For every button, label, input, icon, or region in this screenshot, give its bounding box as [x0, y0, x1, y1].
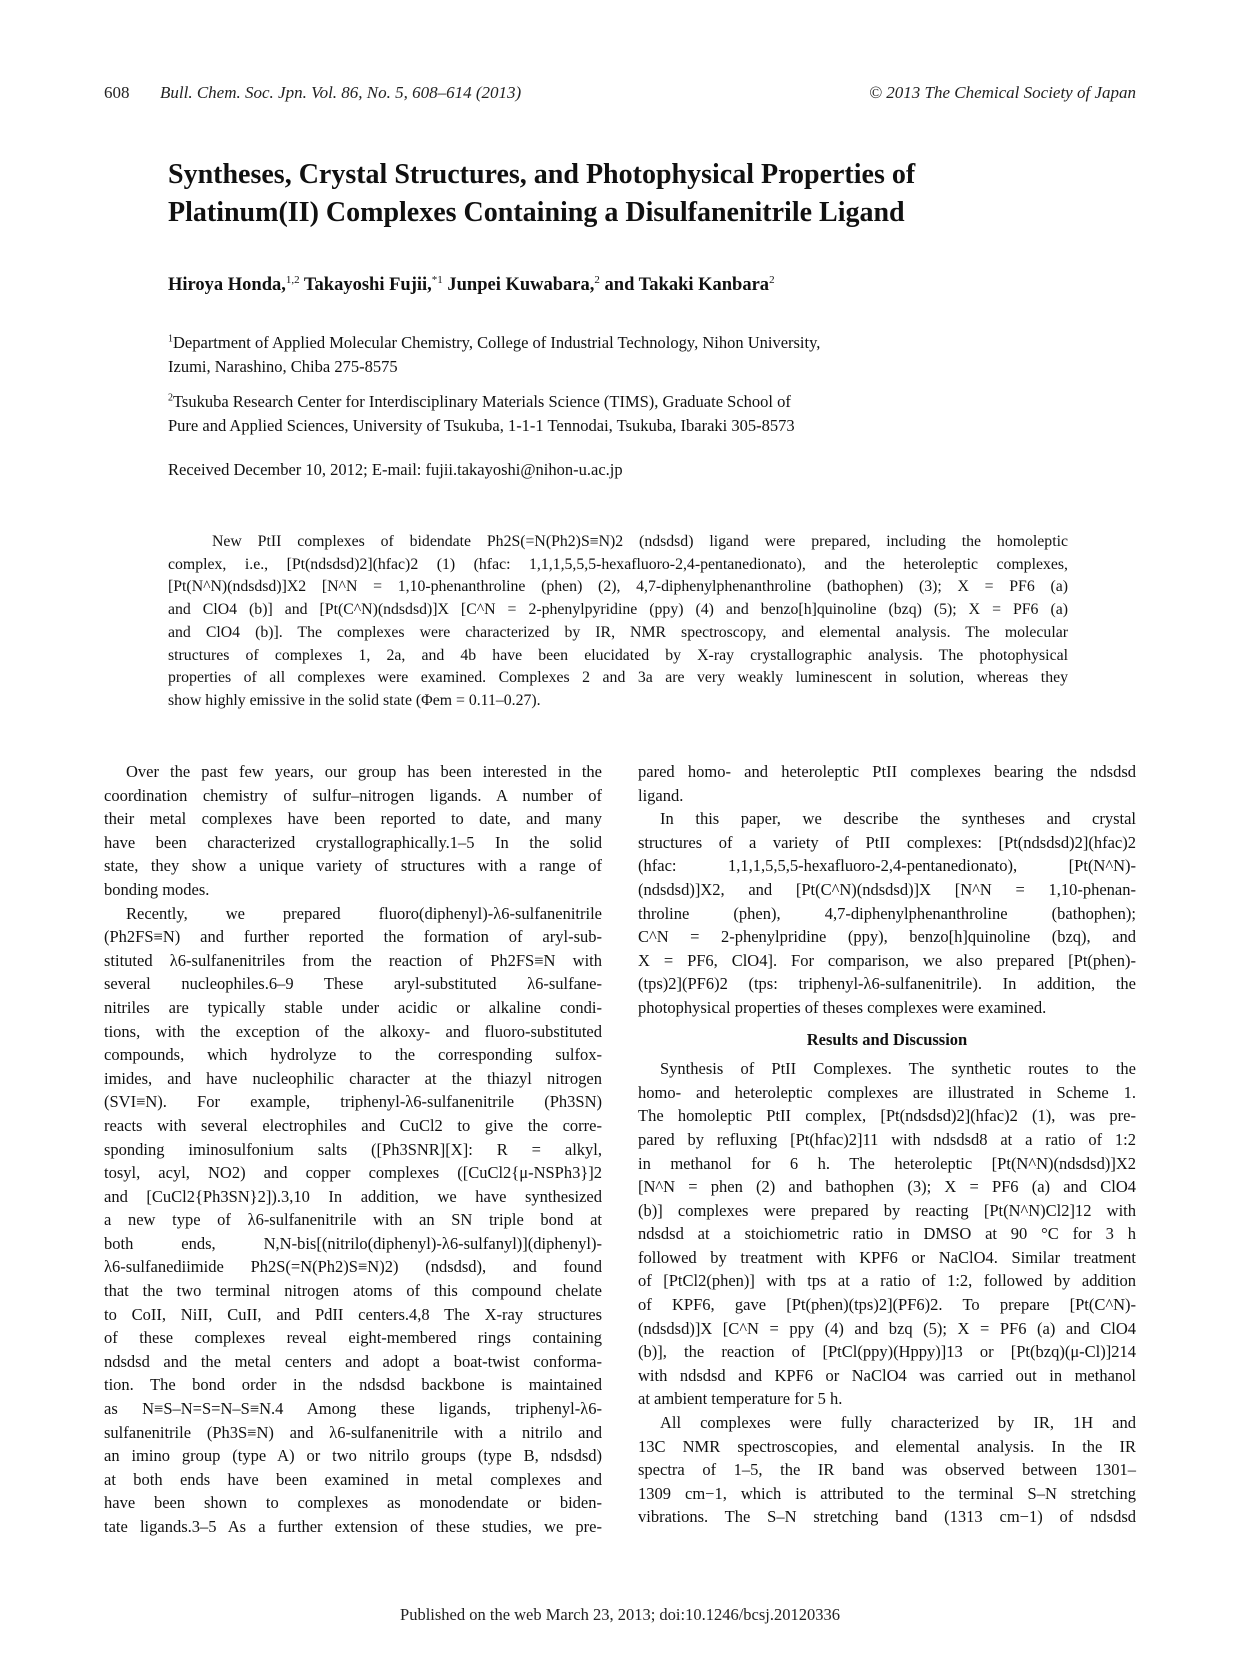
body-line: sulfanenitrile (Ph3S≡N) and λ6-sulfanenitrile with a nitrilo and — [104, 1422, 602, 1442]
body-line: C^N = 2-phenylpridine (ppy), benzo[h]quinoline (bzq), and — [638, 927, 1136, 947]
abstract-line: and ClO4 (b)]. The complexes were characterized by IR, NMR spectroscopy, and elemental analysis. The molecular — [168, 623, 1068, 641]
body-line: Recently, we prepared fluoro(diphenyl)-λ6-sulfanenitrile — [126, 903, 602, 923]
body-line: their metal complexes have been reported to date, and many — [104, 809, 602, 829]
article-title — [168, 156, 1028, 232]
body-column-left — [104, 760, 602, 1539]
author-name: and Takaki Kanbara — [599, 275, 770, 295]
abstract-line: complex, i.e., [Pt(ndsdsd)2](hfac)2 (1) (hfac: 1,1,1,5,5,5-hexafluoro-2,4-pentanedionato), and the heteroleptic complexes, — [168, 555, 1068, 573]
body-line: λ6-sulfanediimide Ph2S(=N(Ph2)S≡N)2) (ndsdsd), and found — [104, 1257, 602, 1277]
body-line: in methanol for 6 h. The heteroleptic [Pt(N^N)(ndsdsd)]X2 — [638, 1153, 1136, 1173]
abstract-line: structures of complexes 1, 2a, and 4b have been elucidated by X-ray crystallographic analysis. The photophysical — [168, 646, 1068, 664]
body-line: of KPF6, gave [Pt(phen)(tps)2](PF6)2. To prepare [Pt(C^N)- — [638, 1295, 1136, 1315]
body-line: 13C NMR spectroscopies, and elemental analysis. In the IR — [638, 1436, 1136, 1456]
body-line: throline (phen), 4,7-diphenylphenanthroline (bathophen); — [638, 903, 1136, 923]
body-line: with ndsdsd and KPF6 or NaClO4 was carried out in methanol — [638, 1365, 1136, 1385]
body-line: imides, and have nucleophilic character at the thiazyl nitrogen — [104, 1068, 602, 1088]
body-line: homo- and heteroleptic complexes are illustrated in Scheme 1. — [638, 1082, 1136, 1102]
body-line: tion. The bond order in the ndsdsd backbone is maintained — [104, 1375, 602, 1395]
abstract-line: [Pt(N^N)(ndsdsd)]X2 [N^N = 1,10-phenanthroline (phen) (2), 4,7-diphenylphenanthroline (bathophen) (3); X = PF6 (a) — [168, 578, 1068, 596]
body-line: of these complexes reveal eight-membered rings containing — [104, 1328, 602, 1348]
body-line: The homoleptic PtII complex, [Pt(ndsdsd)2](hfac)2 (1), was pre- — [638, 1106, 1136, 1126]
abstract-line: and ClO4 (b)] and [Pt(C^N)(ndsdsd)]X [C^N = 2-phenylpyridine (ppy) (4) and benzo[h]quinoline (bzq) (5); X = PF6 (a) — [168, 601, 1068, 619]
body-line: bonding modes. — [104, 879, 210, 899]
body-line: tosyl, acyl, NO2) and copper complexes ([CuCl2{μ-NSPh3}]2 — [104, 1163, 602, 1183]
body-line: that the two terminal nitrogen atoms of this compound chelate — [104, 1281, 602, 1301]
title-line: Platinum(II) Complexes Containing a Disulfanenitrile Ligand — [168, 197, 905, 228]
author-name: Takayoshi Fujii, — [299, 275, 432, 295]
journal-citation: Bull. Chem. Soc. Jpn. Vol. 86, No. 5, 608–614 (2013) — [160, 83, 522, 102]
body-line: to CoII, NiII, CuII, and PdII centers.4,8 The X-ray structures — [104, 1304, 602, 1324]
body-column-right — [638, 760, 1136, 1529]
body-line: have been shown to complexes as monodendate or biden- — [104, 1493, 602, 1513]
body-line: ligand. — [638, 785, 684, 805]
body-line: structures of a variety of PtII complexes: [Pt(ndsdsd)2](hfac)2 — [638, 832, 1136, 852]
affiliation-line: $^2$Tsukuba Research Center for Interdisciplinary Materials Science (TIMS), Graduate School of — [168, 392, 791, 411]
body-line: followed by treatment with KPF6 or NaClO4. Similar treatment — [638, 1247, 1136, 1267]
body-line: (b)], the reaction of [PtCl(ppy)(Hppy)]13 or [Pt(bzq)(μ-Cl)]214 — [638, 1342, 1136, 1362]
publication-footer: Published on the web March 23, 2013; doi:10.1246/bcsj.20120336 — [400, 1605, 840, 1624]
author-name: Hiroya Honda, — [168, 275, 286, 295]
body-line: reacts with several electrophiles and CuCl2 to give the corre- — [104, 1115, 602, 1135]
author-name: Junpei Kuwabara, — [442, 275, 595, 295]
body-line: at ambient temperature for 5 h. — [638, 1389, 843, 1409]
body-line: Over the past few years, our group has been interested in the — [126, 762, 602, 781]
body-line: (ndsdsd)]X2, and [Pt(C^N)(ndsdsd)]X [N^N = 1,10-phenan- — [638, 879, 1136, 899]
affiliation-marker: 2 — [168, 392, 173, 404]
section-heading: Results and Discussion — [806, 1029, 968, 1049]
abstract-line: properties of all complexes were examined. Complexes 2 and 3a are very weakly luminescent in solution, whereas they — [168, 669, 1068, 687]
body-line: (SVI≡N). For example, triphenyl-λ6-sulfanenitrile (Ph3SN) — [104, 1092, 602, 1112]
affiliation-line: Pure and Applied Sciences, University of Tsukuba, 1-1-1 Tennodai, Tsukuba, Ibaraki 305-8573 — [168, 416, 795, 435]
title-line: Syntheses, Crystal Structures, and Photophysical Properties of — [168, 159, 916, 190]
running-header — [104, 83, 1136, 107]
body-line: a new type of λ6-sulfanenitrile with an SN triple bond at — [104, 1210, 602, 1230]
body-line: ndsdsd and the metal centers and adopt a boat-twist conforma- — [104, 1351, 602, 1371]
abstract-line: New PtII complexes of bidendate Ph2S(=N(Ph2)S≡N)2 (ndsdsd) ligand were prepared, including the homoleptic — [212, 533, 1068, 550]
body-line: at both ends have been examined in metal complexes and — [104, 1469, 602, 1489]
body-line: several nucleophiles.6–9 These aryl-substituted λ6-sulfane- — [104, 974, 602, 994]
abstract-line: show highly emissive in the solid state (Φem = 0.11–0.27). — [168, 691, 541, 709]
body-line: ndsdsd at a stoichiometric ratio in DMSO at 90 °C for 3 h — [638, 1224, 1136, 1244]
body-line: photophysical properties of theses complexes were examined. — [638, 997, 1047, 1017]
body-line: tate ligands.3–5 As a further extension of these studies, we pre- — [104, 1517, 602, 1536]
affiliation-2 — [168, 390, 1068, 438]
author-affiliation-marker: 1,2 — [285, 273, 300, 286]
body-line: spectra of 1–5, the IR band was observed between 1301– — [638, 1460, 1136, 1480]
body-line: state, they show a unique variety of structures with a range of — [104, 856, 602, 876]
body-line: [N^N = phen (2) and bathophen (3); X = PF6 (a) and ClO4 — [638, 1177, 1136, 1197]
body-line: compounds, which hydrolyze to the corresponding sulfox- — [104, 1045, 602, 1065]
body-line: All complexes were fully characterized by IR, 1H and — [660, 1413, 1136, 1433]
abstract — [168, 531, 1068, 713]
body-line: (hfac: 1,1,1,5,5,5-hexafluoro-2,4-pentanedionato), [Pt(N^N)- — [638, 856, 1136, 876]
copyright-notice: © 2013 The Chemical Society of Japan — [869, 83, 1136, 102]
body-line: (b)] complexes were prepared by reacting [Pt(N^N)Cl2]12 with — [638, 1200, 1136, 1220]
author-list — [168, 275, 1068, 296]
body-line: X = PF6, ClO4]. For comparison, we also prepared [Pt(phen)- — [638, 950, 1136, 970]
author-affiliation-marker: 2 — [769, 273, 775, 286]
affiliation-1 — [168, 331, 1068, 379]
body-line: have been characterized crystallographically.1–5 In the solid — [104, 832, 602, 852]
body-line: both ends, N,N-bis[(nitrilo(diphenyl)-λ6-sulfanyl)](diphenyl)- — [104, 1233, 602, 1253]
body-line: stituted λ6-sulfanenitriles from the reaction of Ph2FS≡N with — [104, 950, 602, 970]
author-affiliation-marker: *1 — [431, 273, 443, 286]
body-line: nitriles are typically stable under acidic or alkaline condi- — [104, 997, 602, 1017]
body-line: an imino group (type A) or two nitrilo groups (type B, ndsdsd) — [104, 1446, 602, 1466]
body-line: tions, with the exception of the alkoxy- and fluoro-substituted — [104, 1021, 602, 1041]
author-affiliation-marker: 2 — [594, 273, 600, 286]
body-line: of [PtCl2(phen)] with tps at a ratio of 1:2, followed by addition — [638, 1271, 1136, 1291]
body-line: and [CuCl2{Ph3SN}2]).3,10 In addition, we have synthesized — [104, 1186, 602, 1206]
body-line: (tps)2](PF6)2 (tps: triphenyl-λ6-sulfanenitrile). In addition, the — [638, 974, 1136, 994]
page-number: 608 — [104, 83, 130, 102]
body-line: (ndsdsd)]X [C^N = ppy (4) and bzq (5); X = PF6 (a) and ClO4 — [638, 1318, 1136, 1338]
received-and-email: Received December 10, 2012; E-mail: fujii.takayoshi@nihon-u.ac.jp — [168, 460, 623, 479]
body-line: (Ph2FS≡N) and further reported the formation of aryl-sub- — [104, 927, 602, 947]
body-line: as N≡S–N=S=N–S≡N.4 Among these ligands, triphenyl-λ6- — [104, 1399, 602, 1419]
body-line: 1309 cm−1, which is attributed to the terminal S–N stretching — [638, 1483, 1136, 1503]
body-line: pared homo- and heteroleptic PtII complexes bearing the ndsdsd — [638, 762, 1136, 781]
body-line: vibrations. The S–N stretching band (1313 cm−1) of ndsdsd — [638, 1507, 1136, 1527]
affiliation-marker: 1 — [168, 333, 173, 345]
body-line: coordination chemistry of sulfur–nitrogen ligands. A number of — [104, 785, 602, 805]
affiliation-line: Izumi, Narashino, Chiba 275-8575 — [168, 357, 398, 376]
affiliation-line: $^1$Department of Applied Molecular Chemistry, College of Industrial Technology, Nihon University, — [168, 333, 821, 352]
body-line: In this paper, we describe the syntheses and crystal — [660, 809, 1136, 829]
body-line: Synthesis of PtII Complexes. The synthetic routes to the — [660, 1059, 1136, 1079]
body-line: pared by refluxing [Pt(hfac)2]11 with ndsdsd8 at a ratio of 1:2 — [638, 1129, 1136, 1149]
body-line: sponding iminosulfonium salts ([Ph3SNR][X]: R = alkyl, — [104, 1139, 602, 1159]
